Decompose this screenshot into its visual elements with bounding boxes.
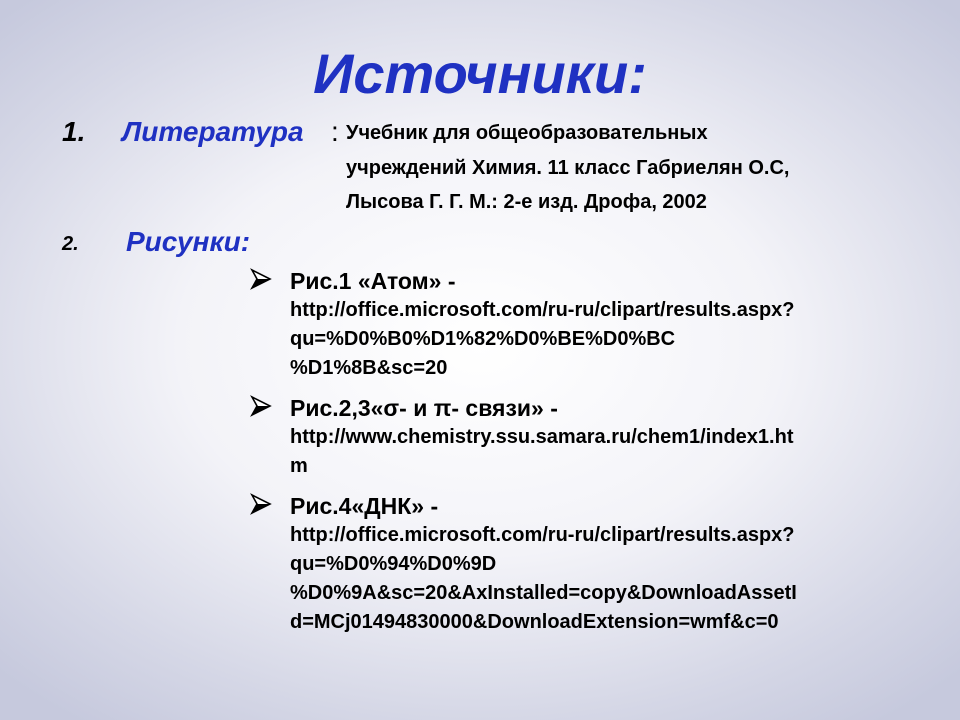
picture-url-line: http://www.chemistry.ssu.samara.ru/chem1/index1.ht: [290, 426, 794, 448]
picture-url-line: http://office.microsoft.com/ru-ru/clipart/results.aspx?: [290, 524, 795, 546]
picture-url-line: %D1%8B&sc=20: [290, 357, 448, 379]
picture-url-line: m: [290, 455, 308, 477]
picture-source-item: [250, 266, 910, 383]
arrow-bullet-icon: [250, 493, 272, 515]
literature-line: Лысова Г. Г. М.: 2-е изд. Дрофа, 2002: [346, 191, 707, 213]
picture-caption: Рис.4«ДНК» -: [290, 493, 439, 519]
picture-source-item: [250, 393, 910, 481]
literature-colon: :: [331, 116, 339, 147]
slide-title: Источники:: [313, 42, 647, 105]
pictures-heading: Рисунки:: [126, 226, 251, 257]
literature-line: Учебник для общеобразовательных: [346, 122, 708, 144]
picture-caption: Рис.1 «Атом» -: [290, 268, 456, 294]
picture-source-item: [250, 491, 910, 637]
literature-number: 1.: [62, 116, 86, 147]
literature-reference: [346, 116, 906, 220]
arrow-bullet-icon: [250, 395, 272, 417]
pictures-list: [250, 266, 910, 647]
picture-url-line: %D0%9A&sc=20&AxInstalled=copy&DownloadAssetI: [290, 582, 797, 604]
picture-url-line: qu=%D0%94%D0%9D: [290, 553, 497, 575]
picture-caption: Рис.2,3«σ- и π- связи» -: [290, 395, 558, 421]
arrow-bullet-icon: [250, 268, 272, 290]
pictures-number: 2.: [62, 233, 79, 255]
picture-url-line: http://office.microsoft.com/ru-ru/clipart/results.aspx?: [290, 299, 795, 321]
literature-line: учреждений Химия. 11 класс Габриелян О.С,: [346, 156, 790, 179]
picture-url-line: d=MCj01494830000&DownloadExtension=wmf&c=0: [290, 611, 779, 633]
picture-url-line: qu=%D0%B0%D1%82%D0%BE%D0%BC: [290, 328, 676, 350]
literature-heading: Литература: [122, 116, 304, 147]
